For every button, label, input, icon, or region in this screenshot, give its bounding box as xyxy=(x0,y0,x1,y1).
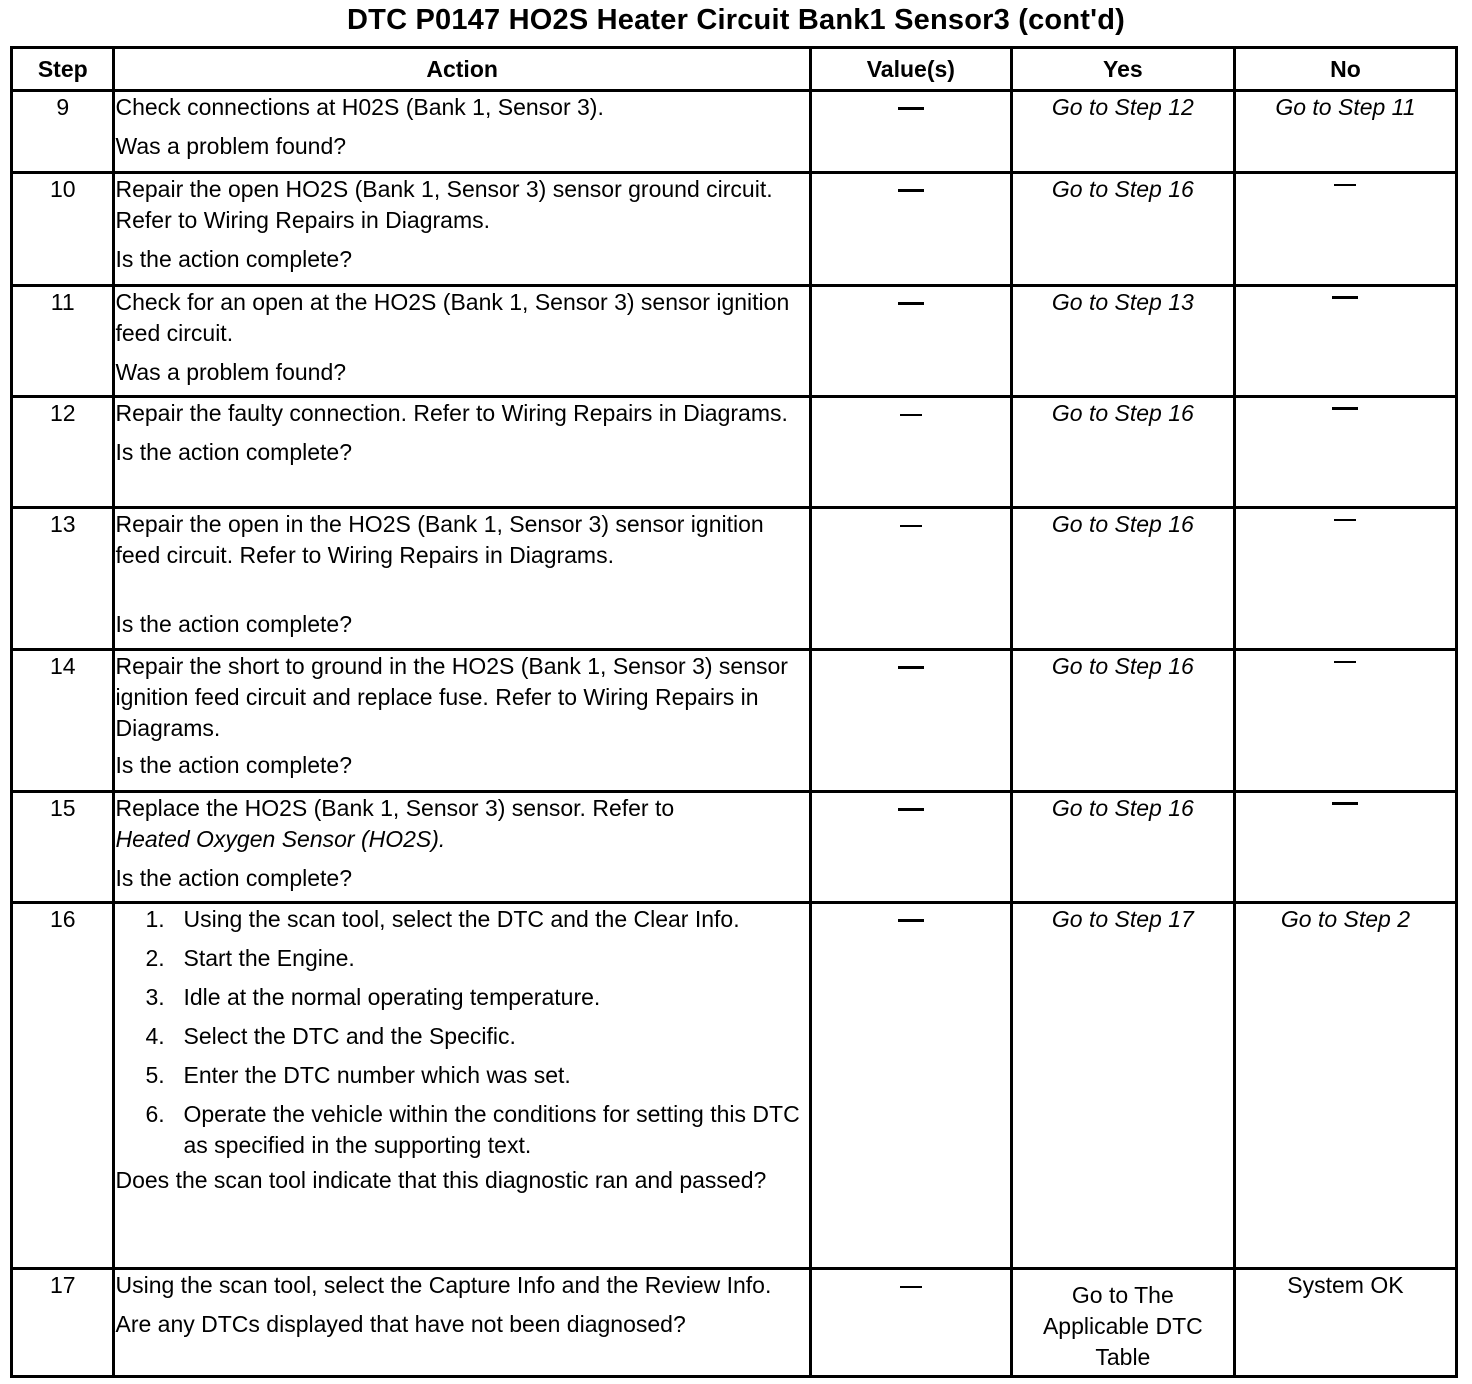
action-cell xyxy=(114,792,810,903)
yes-cell: Go to Step 17 xyxy=(1011,903,1234,1269)
list-item xyxy=(145,904,808,935)
step-number: 13 xyxy=(12,508,114,650)
no-cell: System OK xyxy=(1234,1269,1456,1377)
table-row xyxy=(12,903,1457,1269)
value-cell xyxy=(810,792,1011,903)
list-number: 6. xyxy=(145,1101,165,1127)
action-question: Is the action complete? xyxy=(115,611,353,637)
table-row xyxy=(12,650,1457,792)
action-question: Was a problem found? xyxy=(115,359,347,385)
action-question: Was a problem found? xyxy=(115,133,347,159)
step-number: 11 xyxy=(12,286,114,397)
action-cell xyxy=(114,508,810,650)
yes-cell: Go to Step 12 xyxy=(1011,91,1234,173)
dash-icon xyxy=(900,414,922,416)
list-text: Operate the vehicle within the conditions for setting this DTC as specified in the supporting text. xyxy=(183,1101,800,1158)
no-cell xyxy=(1234,508,1456,650)
dash-icon xyxy=(1334,519,1356,521)
dash-icon xyxy=(900,525,922,527)
table-row xyxy=(12,792,1457,903)
action-text: Check for an open at the HO2S (Bank 1, Sensor 3) sensor ignition feed circuit. xyxy=(115,289,790,346)
header-no: No xyxy=(1234,48,1456,91)
value-cell xyxy=(810,286,1011,397)
list-number: 3. xyxy=(145,984,165,1010)
yes-cell: Go to The Applicable DTC Table xyxy=(1011,1269,1234,1377)
table-row xyxy=(12,1269,1457,1377)
value-cell xyxy=(810,903,1011,1269)
step-number: 15 xyxy=(12,792,114,903)
action-cell xyxy=(114,286,810,397)
page-title: DTC P0147 HO2S Heater Circuit Bank1 Sensor3 (cont'd) xyxy=(347,4,1125,36)
action-question: Is the action complete? xyxy=(115,246,353,272)
action-question: Does the scan tool indicate that this diagnostic ran and passed? xyxy=(115,1167,767,1193)
value-cell xyxy=(810,397,1011,508)
header-row xyxy=(12,48,1457,91)
dash-icon xyxy=(1334,661,1356,663)
dash-icon xyxy=(1332,296,1358,299)
action-text: Check connections at H02S (Bank 1, Sensor 3). xyxy=(115,94,604,120)
no-cell xyxy=(1234,792,1456,903)
yes-cell: Go to Step 16 xyxy=(1011,397,1234,508)
action-cell xyxy=(114,1269,810,1377)
action-cell xyxy=(114,91,810,173)
list-number: 5. xyxy=(145,1062,165,1088)
list-text: Start the Engine. xyxy=(183,945,355,971)
action-question: Is the action complete? xyxy=(115,752,353,778)
table-row xyxy=(12,91,1457,173)
table-row xyxy=(12,173,1457,286)
dash-icon xyxy=(1332,407,1358,410)
action-cell xyxy=(114,650,810,792)
header-value: Value(s) xyxy=(810,48,1011,91)
action-text: Repair the faulty connection. Refer to Wiring Repairs in Diagrams. xyxy=(115,400,788,426)
yes-cell: Go to Step 16 xyxy=(1011,650,1234,792)
dash-icon xyxy=(1334,184,1356,186)
value-cell xyxy=(810,508,1011,650)
step-number: 14 xyxy=(12,650,114,792)
value-cell xyxy=(810,173,1011,286)
dtc-table xyxy=(10,46,1458,1378)
list-text: Enter the DTC number which was set. xyxy=(183,1062,571,1088)
list-item xyxy=(145,1021,808,1052)
list-item xyxy=(145,943,808,974)
dash-icon xyxy=(898,189,924,192)
table-row xyxy=(12,286,1457,397)
action-text: Repair the short to ground in the HO2S (Bank 1, Sensor 3) sensor ignition feed circuit and replace fuse. Refer to Wiring Repairs in Diagrams. xyxy=(115,653,788,741)
action-reference: Heated Oxygen Sensor (HO2S). xyxy=(115,826,446,852)
no-cell: Go to Step 11 xyxy=(1234,91,1456,173)
list-number: 4. xyxy=(145,1023,165,1049)
table-row xyxy=(12,508,1457,650)
step-number: 9 xyxy=(12,91,114,173)
step-number: 12 xyxy=(12,397,114,508)
header-action: Action xyxy=(114,48,810,91)
header-step: Step xyxy=(12,48,114,91)
list-number: 2. xyxy=(145,945,165,971)
value-cell xyxy=(810,91,1011,173)
procedure-list xyxy=(115,904,808,1161)
list-text: Idle at the normal operating temperature. xyxy=(183,984,601,1010)
action-text: Repair the open in the HO2S (Bank 1, Sensor 3) sensor ignition feed circuit. Refer to Wiring Repairs in Diagrams. xyxy=(115,511,764,568)
dash-icon xyxy=(898,808,924,811)
action-cell xyxy=(114,397,810,508)
dash-icon xyxy=(898,107,924,110)
list-number: 1. xyxy=(145,906,165,932)
yes-cell: Go to Step 16 xyxy=(1011,508,1234,650)
table-row xyxy=(12,397,1457,508)
action-cell xyxy=(114,173,810,286)
list-item xyxy=(145,1060,808,1091)
step-number: 10 xyxy=(12,173,114,286)
step-number: 16 xyxy=(12,903,114,1269)
no-cell xyxy=(1234,650,1456,792)
yes-cell: Go to Step 16 xyxy=(1011,173,1234,286)
list-item xyxy=(145,982,808,1013)
value-cell xyxy=(810,1269,1011,1377)
action-question: Is the action complete? xyxy=(115,865,353,891)
no-cell xyxy=(1234,173,1456,286)
action-text: Repair the open HO2S (Bank 1, Sensor 3) sensor ground circuit. Refer to Wiring Repairs in Diagrams. xyxy=(115,176,773,233)
no-cell xyxy=(1234,286,1456,397)
dash-icon xyxy=(898,302,924,305)
dash-icon xyxy=(898,666,924,669)
step-number: 17 xyxy=(12,1269,114,1377)
dash-icon xyxy=(898,919,924,922)
no-cell: Go to Step 2 xyxy=(1234,903,1456,1269)
action-cell xyxy=(114,903,810,1269)
action-text: Replace the HO2S (Bank 1, Sensor 3) sensor. Refer to xyxy=(115,795,675,821)
dash-icon xyxy=(1332,802,1358,805)
list-text: Select the DTC and the Specific. xyxy=(183,1023,516,1049)
value-cell xyxy=(810,650,1011,792)
no-cell xyxy=(1234,397,1456,508)
action-question: Are any DTCs displayed that have not been diagnosed? xyxy=(115,1311,686,1337)
yes-cell: Go to Step 13 xyxy=(1011,286,1234,397)
header-yes: Yes xyxy=(1011,48,1234,91)
dash-icon xyxy=(900,1286,922,1288)
list-text: Using the scan tool, select the DTC and the Clear Info. xyxy=(183,906,740,932)
yes-cell: Go to Step 16 xyxy=(1011,792,1234,903)
list-item xyxy=(145,1099,808,1161)
action-question: Is the action complete? xyxy=(115,439,353,465)
action-text: Using the scan tool, select the Capture Info and the Review Info. xyxy=(115,1272,772,1298)
